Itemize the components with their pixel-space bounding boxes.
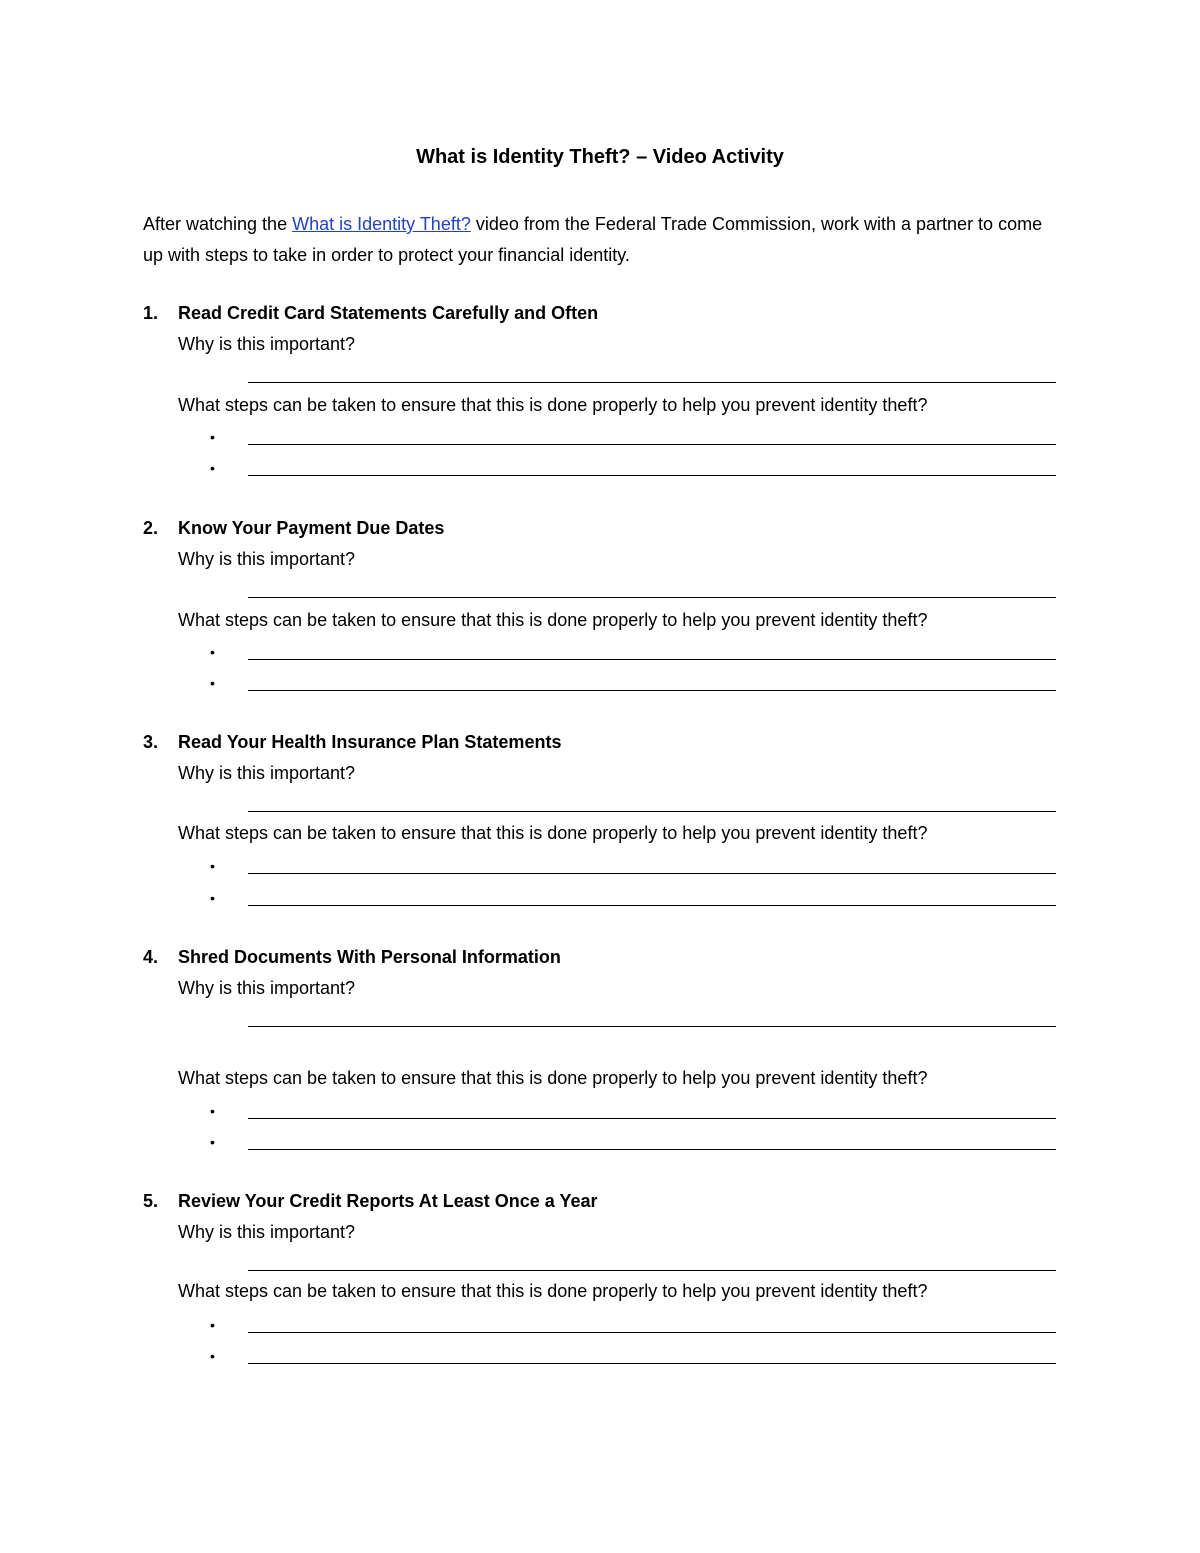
step-answer-line-2[interactable]	[248, 690, 1056, 691]
section-heading: Know Your Payment Due Dates	[178, 518, 445, 538]
why-prompt: Why is this important?	[178, 1222, 356, 1242]
section-number: 5.	[143, 1191, 159, 1211]
intro-text-before: After watching the	[143, 214, 293, 234]
step-answer-line-1[interactable]	[248, 1118, 1056, 1119]
page-title: What is Identity Theft? – Video Activity	[416, 146, 784, 168]
why-prompt: Why is this important?	[178, 549, 356, 569]
bullet-marker: •	[210, 429, 215, 445]
video-link[interactable]: What is Identity Theft?	[292, 214, 471, 234]
section-number: 1.	[143, 303, 159, 323]
bullet-marker: •	[210, 890, 215, 906]
section-4	[0, 945, 1200, 1150]
step-answer-line-2[interactable]	[248, 905, 1056, 906]
step-answer-line-1[interactable]	[248, 444, 1056, 445]
bullet-marker: •	[210, 675, 215, 691]
section-heading: Read Your Health Insurance Plan Statements	[178, 732, 562, 752]
intro-text-after: video from the Federal Trade Commission, work with a partner to come up with steps to take in order to protect your financial identity.	[143, 214, 1043, 265]
why-prompt: Why is this important?	[178, 763, 356, 783]
why-answer-line[interactable]	[248, 597, 1056, 598]
section-3	[0, 730, 1200, 930]
section-5	[0, 1189, 1200, 1389]
step-answer-line-2[interactable]	[248, 1149, 1056, 1150]
why-prompt: Why is this important?	[178, 978, 356, 998]
why-answer-line[interactable]	[248, 811, 1056, 812]
bullet-marker: •	[210, 1348, 215, 1364]
bullet-marker: •	[210, 1134, 215, 1150]
step-answer-line-1[interactable]	[248, 1332, 1056, 1333]
bullet-marker: •	[210, 858, 215, 874]
why-prompt: Why is this important?	[178, 334, 356, 354]
steps-prompt: What steps can be taken to ensure that this is done properly to help you prevent identity theft?	[178, 1281, 928, 1301]
step-answer-line-1[interactable]	[248, 873, 1056, 874]
steps-prompt: What steps can be taken to ensure that this is done properly to help you prevent identity theft?	[178, 395, 928, 415]
section-heading: Shred Documents With Personal Information	[178, 947, 561, 967]
why-answer-line[interactable]	[248, 382, 1056, 383]
section-heading: Read Credit Card Statements Carefully and Often	[178, 303, 599, 323]
bullet-marker: •	[210, 460, 215, 476]
bullet-marker: •	[210, 1103, 215, 1119]
section-number: 4.	[143, 947, 159, 967]
steps-prompt: What steps can be taken to ensure that this is done properly to help you prevent identity theft?	[178, 1068, 928, 1088]
intro-paragraph	[143, 209, 1058, 271]
section-number: 2.	[143, 518, 159, 538]
section-1	[0, 301, 1200, 501]
step-answer-line-2[interactable]	[248, 1363, 1056, 1364]
section-heading: Review Your Credit Reports At Least Once a Year	[178, 1191, 598, 1211]
step-answer-line-1[interactable]	[248, 659, 1056, 660]
section-number: 3.	[143, 732, 159, 752]
bullet-marker: •	[210, 1317, 215, 1333]
why-answer-line[interactable]	[248, 1270, 1056, 1271]
bullet-marker: •	[210, 644, 215, 660]
step-answer-line-2[interactable]	[248, 475, 1056, 476]
steps-prompt: What steps can be taken to ensure that this is done properly to help you prevent identity theft?	[178, 610, 928, 630]
why-answer-line[interactable]	[248, 1026, 1056, 1027]
steps-prompt: What steps can be taken to ensure that this is done properly to help you prevent identity theft?	[178, 823, 928, 843]
section-2	[0, 516, 1200, 716]
